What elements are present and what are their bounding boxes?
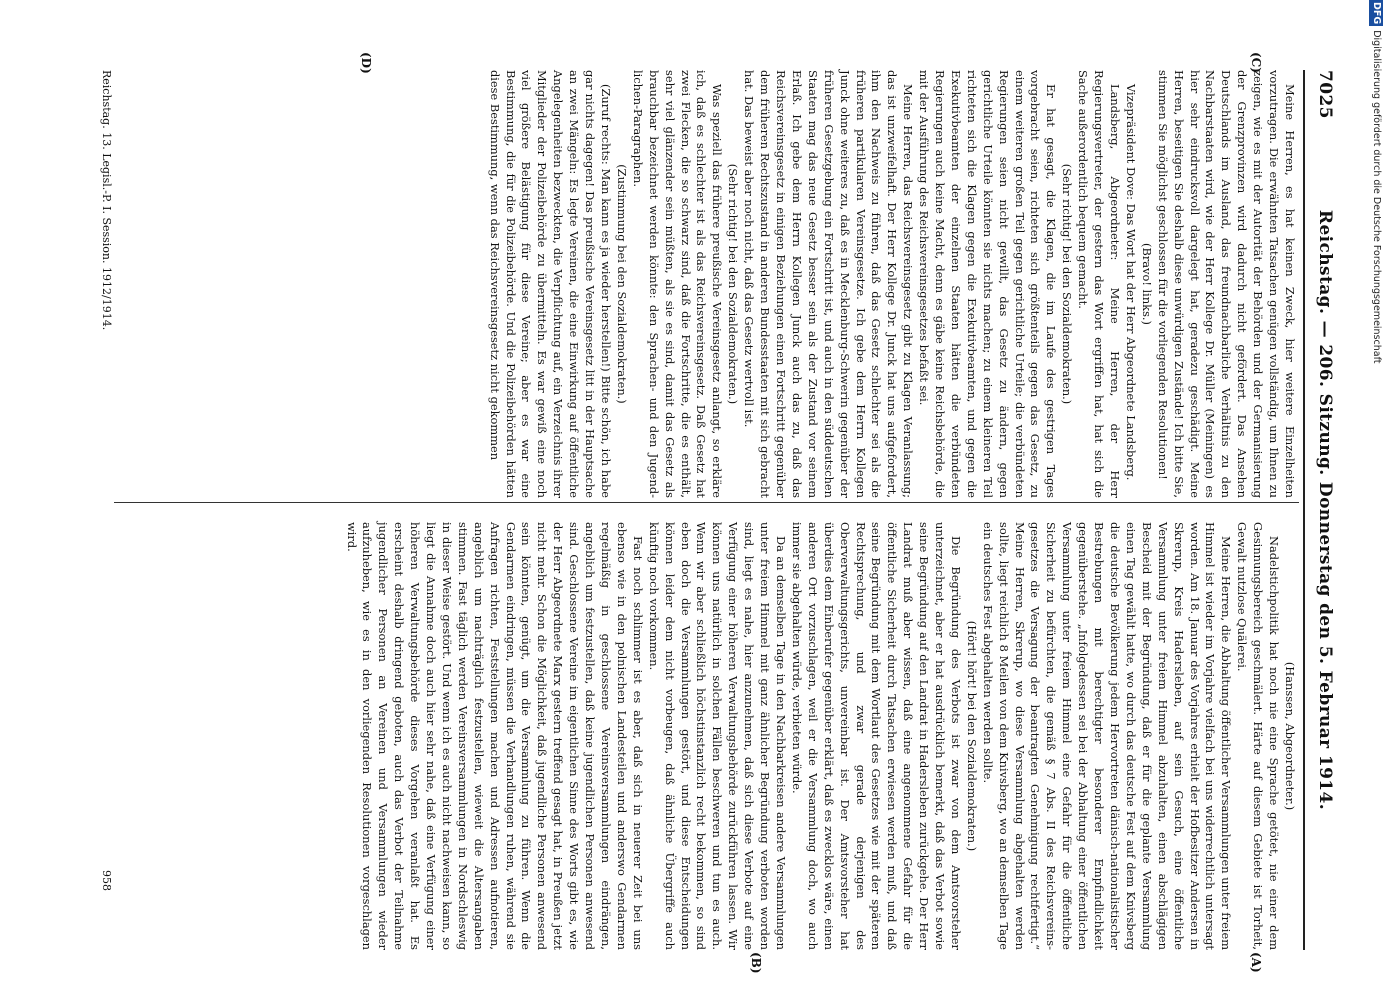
paragraph: Die Begründung des Verbots ist zwar von dem Amtsvorsteher unterzeichnet, aber er hat ausdrücklich bemerkt, daß das Verbot sowie seine Begründung auf den Landrat in Hadersleben zurückgehe. Der Herr Landrat muß aber wissen, daß eine angenommene Gefahr für die öffentliche Sicherheit durch Tatsachen erwiesen werden muß, und daß seine Begründung mit dem Wortlaut des Gesetzes wie mit der späteren Rechtsprechung, und zwar gerade derjenigen des Oberverwaltungsgerichts, unvereinbar ist. Der Amtsvorsteher hat überdies dem Einberufer gegenüber erklärt, daß es zwecklos wäre, einen anderen Ort vorzuschlagen, weil er die Versammlung doch, wo auch immer sie abgehalten würde, verbieten würde.	[789, 522, 963, 950]
digitization-note	[1369, 0, 1383, 1000]
footer-source: Reichstag. 13. Legisl.-P. I. Session. 1912/1914.	[100, 70, 113, 331]
paragraph: Meine Herren, das Reichsvereinsgesetz gibt zu Klagen Veranlassung; das ist unzweifelhaft. Der Herr Kollege Dr. Junck hat uns aufgefordert, ihm den Nachweis zu führen, daß das Gesetz schlechter sei als die früheren partikularen Vereinsgesetze. Ich gebe dem Herrn Kollegen Junck ohne weiteres zu, daß es in Mecklenburg-Schwerin gegenüber der früheren Gesetzgebung ein Fortschritt ist, und auch in den süddeutschen Staaten mag das neue Gesetz besser sein als der Zustand vor seinem Erlaß. Ich gebe dem Herrn Kollegen Junck auch das zu, daß das Reichsvereinsgesetz in einigen Beziehungen einen Fortschritt gegenüber dem früheren Rechtszustand in anderen Bundesstaaten mit sich gebracht hat. Das beweist aber noch nicht, daß das Gesetz wertvoll ist.	[742, 70, 916, 498]
page-title: Reichstag. — 206. Sitzung. Donnerstag den 5. Februar 1914.	[1315, 209, 1335, 811]
paragraph: Nadelstichpolitik hat noch nie eine Sprache getötet, nie einer dem Gesinnungsbereich geschmälert. Härte auf diesem Gebiete ist Torheit, Gewalt nutzlose Quälerei.	[1235, 522, 1282, 950]
header-rule	[1303, 70, 1305, 950]
margin-mark-d: (D)	[359, 52, 373, 74]
margin-mark-b: (B)	[749, 952, 763, 974]
paragraph: Da an demselben Tage in den Nachbarkreisen andere Versammlungen unter freiem Himmel mit ganz ähnlicher Begründung verboten worden sind, liegt es nahe, hier anzunehmen, daß sich diese Verbote auf eine Verfügung einer höheren Verwaltungsbehörde zurückführen lassen. Wir können uns natürlich in solchen Fällen beschweren und tun es auch. Wenn wir aber schließlich höchstinstanzlich recht bekommen, so sind eben doch die Versammlungen gestört, und diese Entscheidungen können leider dem nicht vorbeugen, daß ähnliche Übergriffe auch künftig noch vorkommen.	[646, 522, 788, 950]
page-number: 7025	[1315, 70, 1335, 119]
interjection: (Sehr richtig! bei den Sozialdemokraten.)	[1060, 163, 1075, 405]
speaker-heading: (Hanssen, Abgeordneter.)	[1283, 661, 1297, 811]
paragraph: Vizepräsident Dove: Das Wort hat der Herr Abgeordnete Landsberg.	[1123, 84, 1138, 481]
footer-page-number: 958	[100, 870, 113, 891]
paragraph: (Zuruf rechts: Man kann es ja wieder herstellen!) Bitte schön, ich habe gar nichts dagegen! Das preußische Vereinsgesetz litt in der Hauptsache an zwei Mängeln: Es legte Vereinen, die eine Einwirkung auf öffentliche Angelegenheiten bezweckten, die Verpflichtung auf, ein Verzeichnis ihrer Mitglieder der Polizeibehörde zu übermitteln. Es war gewiß eine noch viel größere Belästigung für diese Vereine; aber es war eine Bestimmung, die für die Polizeibehörde. Und die Polizeibehörden hätten diese Bestimmung, wenn das Reichsvereinsgesetz nicht gekommen	[487, 70, 614, 498]
text-column-right	[343, 522, 1297, 950]
text-column-left	[486, 70, 1297, 498]
interjection: (Bravo! links.)	[1139, 243, 1154, 325]
interjection: (Sehr richtig! bei den Sozialdemokraten.)	[726, 163, 741, 405]
paragraph: Landsberg, Abgeordneter: Meine Herren, der Herr Regierungsvertreter, der gestern das Wort ergriffen hat, hat sich die Sache außerordentlich bequem gemacht.	[1076, 70, 1123, 498]
dfg-logo: DFG	[1371, 2, 1382, 25]
paragraph: Meine Herren, die Abhaltung öffentlicher Versammlungen unter freiem Himmel ist wieder im Vorjahre vielfach bei uns widerrechtlich untersagt worden. Am 18. Januar des Vorjahres erhielt der Hofbesitzer Andersen in Skrerup, Kreis Hadersleben, auf sein Gesuch, eine öffentliche Versammlung unter freiem Himmel abzuhalten, einen abschlägigen Bescheid mit der Begründung, daß er für die geplante Versammlung einen Tag gewählt hatte, wo durch das deutsche Fest auf dem Knivsberg die deutsche Bevölkerung jedem Hervortreten dänisch-nationalistischer Bestrebungen mit berechtigter besonderer Empfindlichkeit gegenüberstehe. „Infolgedessen sei bei der Abhaltung einer öffentlichen Versammlung unter freiem Himmel eine Gefahr für die öffentliche Sicherheit zu befürchten, die gemäß § 7 Abs. II des Reichsvereinsgesetzes die Versagung der beantragten Genehmigung rechtfertigt.“ Meine Herren, Skrerup, wo diese Versammlung abgehalten werden sollte, liegt reichlich 8 Meilen von dem Knivsberg, wo an demselben Tage ein deutsches Fest abgehalten werden sollte.	[980, 522, 1234, 950]
paragraph: Er hat gesagt, die Klagen, die im Laufe des gestrigen Tages vorgebracht seien, richteten sich größtenteils gegen das Gesetz, zu einem weiteren großen Teil gegen gerichtliche Urteile; die verbündeten Regierungen seien nicht gewillt, das Gesetz zu ändern, gegen gerichtliche Urteile könnten sie nichts machen; zu einem kleineren Teil richteten sich die Klagen gegen die Exekutivbeamten, und gegen die Exekutivbeamten der einzelnen Staaten hätten die verbündeten Regierungen auch keine Macht, denn es gäbe keine Reichsbehörde, die mit der Ausführung des Reichsvereinsgesetzes befaßt sei.	[917, 70, 1059, 498]
margin-mark-c: (C)	[1249, 52, 1263, 73]
interjection: (Zustimmung bei den Sozialdemokraten.)	[614, 164, 629, 404]
paragraph: Was speziell das frühere preußische Vereinsgesetz anlangt, so erkläre ich, daß es schlechter ist als das Reichsvereinsgesetz. Daß Gesetz hat zwei Flecken, die so schwarz sind, daß die Fortschritte, die es enthält, sehr viel glänzender sein müßten, als sie es sind, damit das Gesetz als brauchbar bezeichnet werden könnte: den Sprachen- und den Jugendlichen-Paragraphen.	[630, 70, 725, 498]
paragraph: Fast noch schlimmer ist es aber, daß sich in neuerer Zeit bei uns ebenso wie in den polnischen Landesteilen und anderswo Gendarmen regelmäßig in geschlossene Vereinsversammlungen eindrängen, angeblich um festzustellen, daß keine jugendlichen Personen anwesend sind. Geschlossene Vereine im eigentlichen Sinne des Worts gibt es, wie der Herr Abgeordnete Marx gestern treffend gesagt hat, in Preußen jetzt nicht mehr. Schon die Möglichkeit, daß jugendliche Personen anwesend sein könnten, genügt, um die Versammlung zu führen. Wenn die Gendarmen eindringen, müssen die Verhandlungen ruhen, während sie Anfragen richten, Feststellungen machen und Adressen aufnotieren, angeblich um nachträglich festzustellen, wieweit die Altersangaben stimmen. Fast täglich werden Vereinsversammlungen in Nordschleswig in dieser Weise gestört. Und wenn ich es auch nicht nachweisen kann, so liegt die Annahme doch auch hier sehr nahe, daß eine Verfügung einer höheren Verwaltungsbehörde dieses Vorgehen veranlaßt hat. Es erscheint deshalb dringend geboten, auch das Verbot der Teilnahme jugendlicher Personen an Vereinen und Versammlungen wieder aufzuheben, wie es in den vorliegenden Resolutionen vorgeschlagen wird.	[344, 522, 645, 950]
margin-mark-a: (A)	[1249, 952, 1263, 973]
column-divider	[114, 502, 1299, 503]
paragraph: Meine Herren, es hat keinen Zweck, hier weitere Einzelheiten vorzutragen. Die erwähnten Tatsachen genügen vollständig, um Ihnen zu zeigen, wie es mit der Autorität der Behörden und der Germanisierung der Grenzprovinzen wird dadurch nicht gefördert. Das Ansehen Deutschlands im Ausland, das freundnachbarliche Verhältnis zu den Nachbarstaaten wird, wie der Herr Kollege Dr. Müller (Meiningen) es hier sehr eindrucksvoll dargelegt hat, geradezu geschädigt. Meine Herren, beseitigen Sie deshalb diese unwürdigen Zustände! Ich bitte Sie, stimmen Sie möglichst geschlossen für die vorliegenden Resolutionen!	[1155, 70, 1297, 498]
page-header	[1309, 70, 1335, 950]
funding-note-text: Digitalisierung gefördert durch die Deutsche Forschungsgemeinschaft	[1371, 30, 1382, 364]
interjection: (Hört! hört! bei den Sozialdemokraten.)	[964, 620, 979, 852]
